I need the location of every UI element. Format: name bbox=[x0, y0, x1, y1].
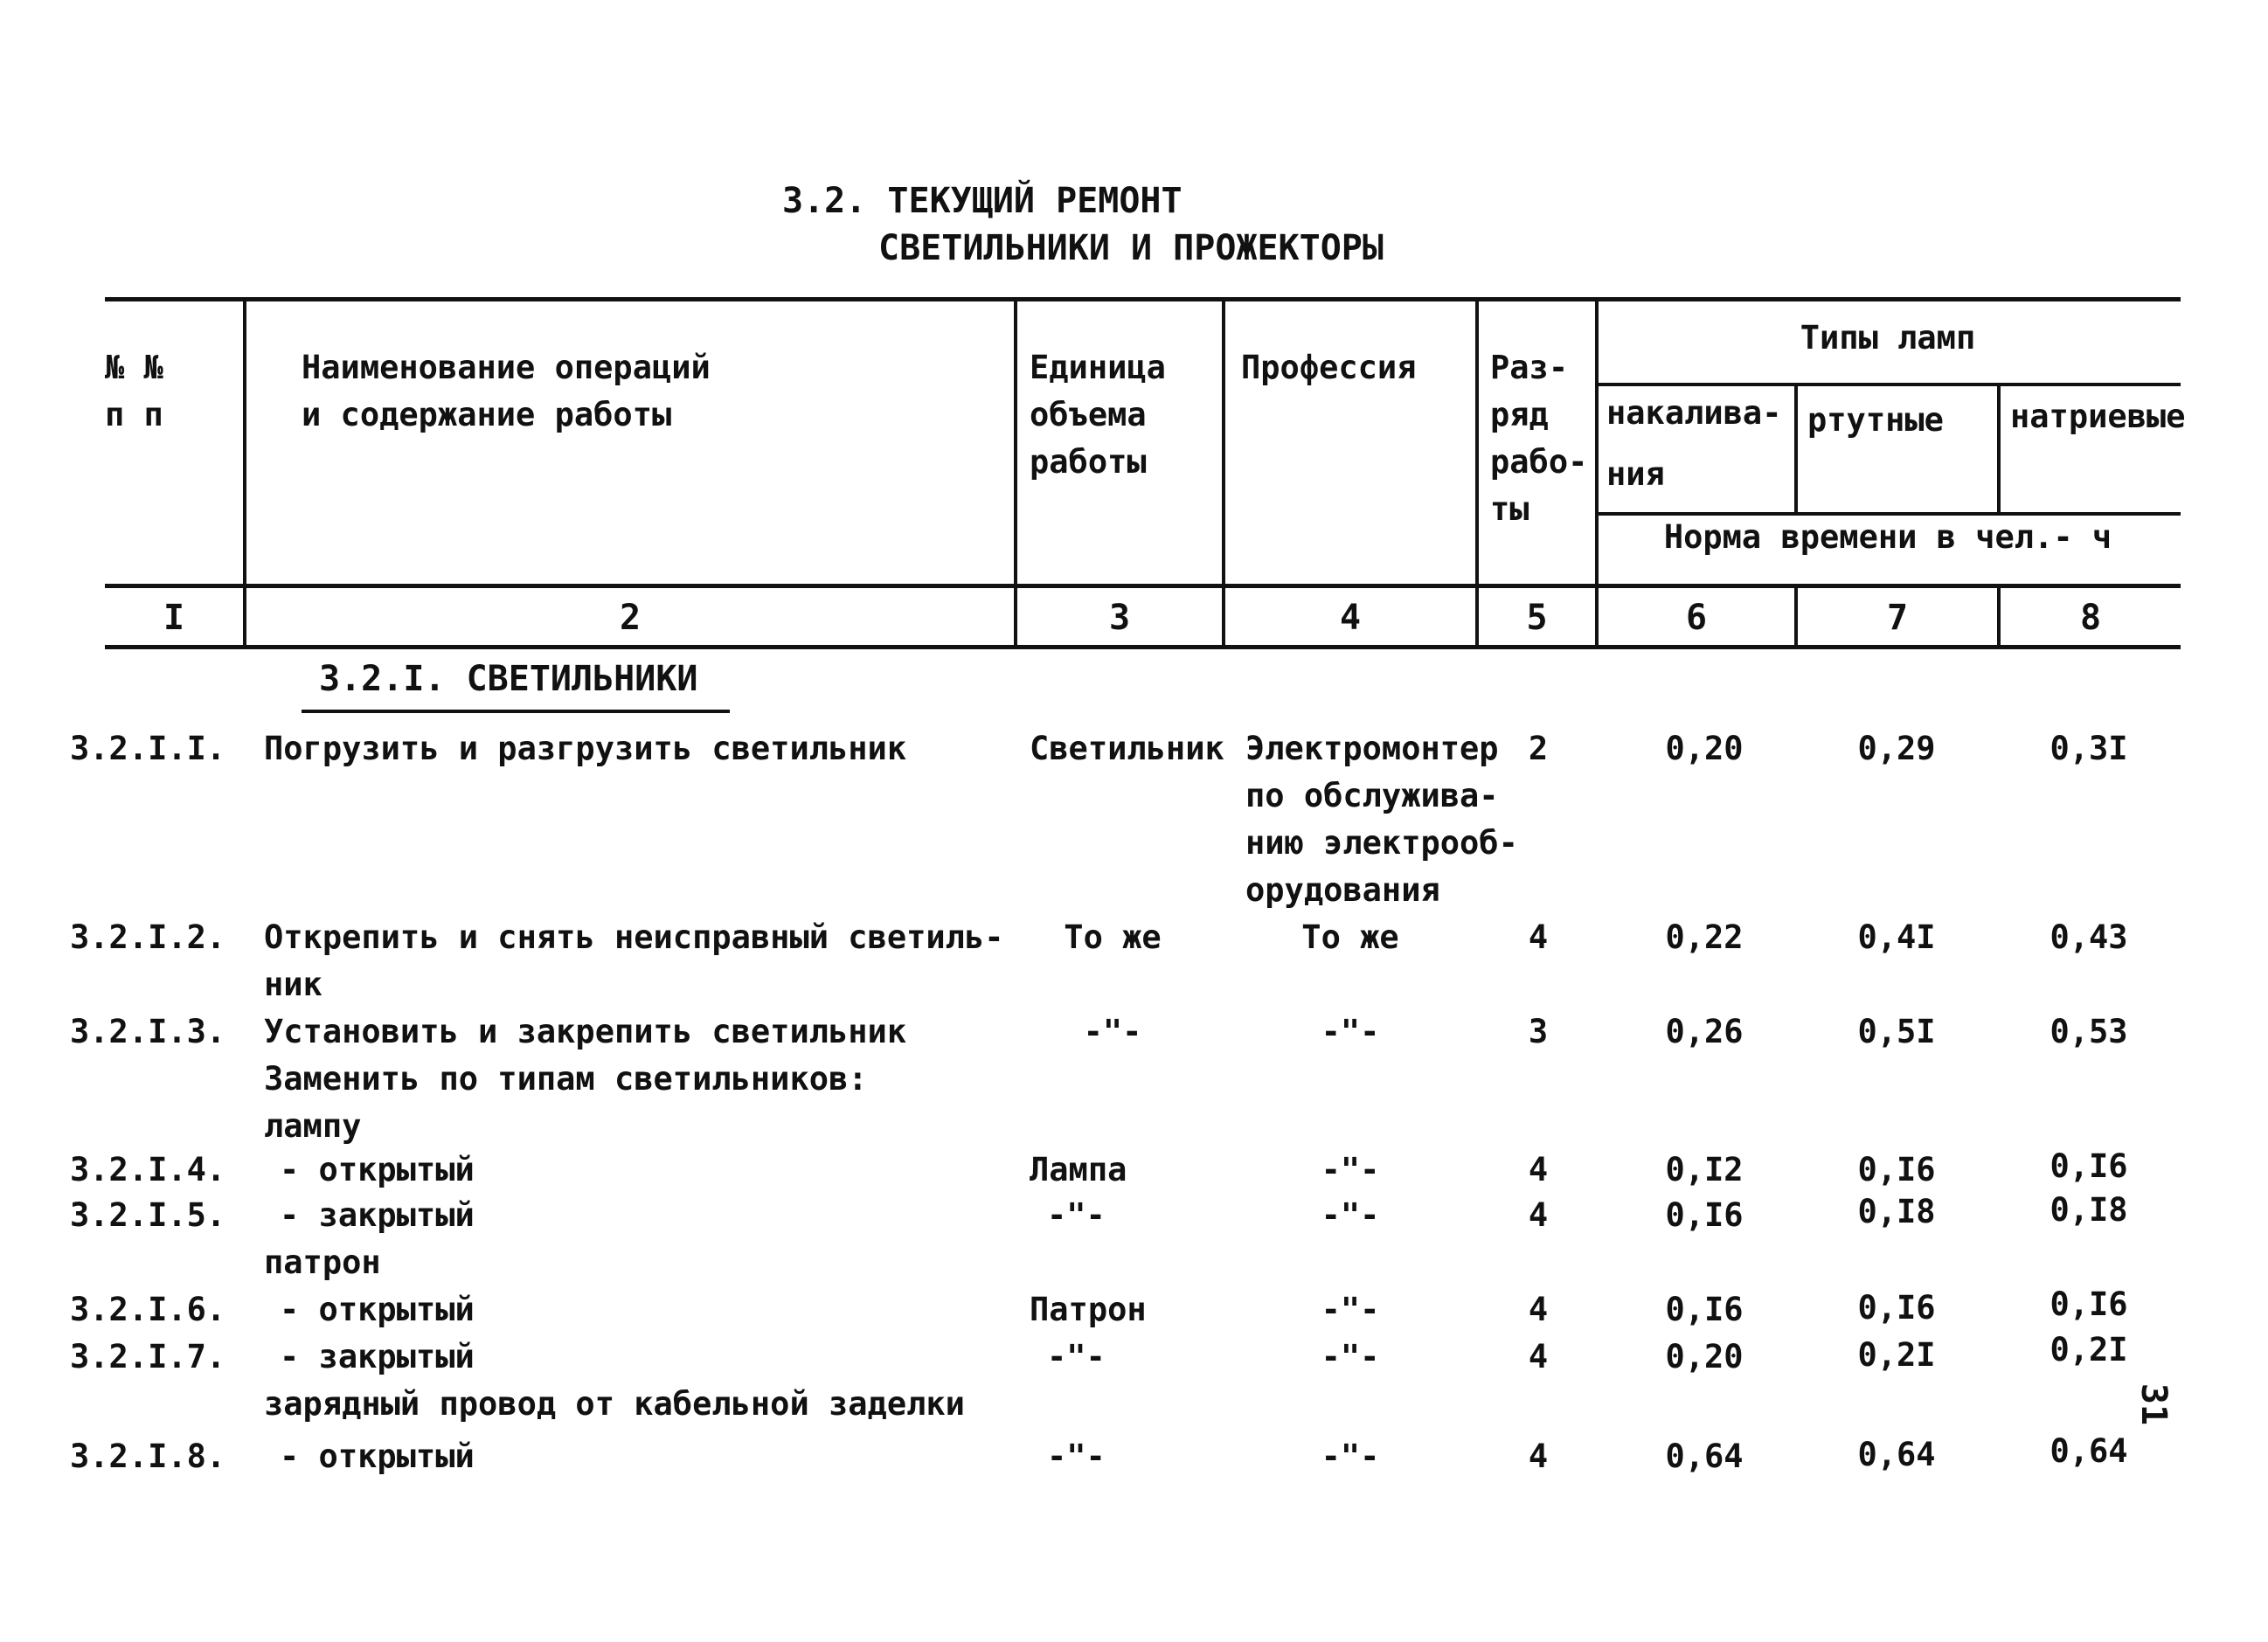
section-heading: 3.2. ТЕКУЩИЙ РЕМОНТ bbox=[782, 181, 1183, 221]
header-lamp-mercury: ртутные bbox=[1807, 401, 1944, 439]
numbers-bottom-rule bbox=[105, 645, 2181, 649]
header-col-profession: Профессия bbox=[1241, 349, 1417, 386]
page-number: 31 bbox=[2133, 1382, 2174, 1426]
table-top-rule bbox=[105, 297, 2181, 301]
lamp-divider-2 bbox=[1997, 383, 2001, 516]
group-heading: патрон bbox=[264, 1244, 381, 1281]
section-title-underline bbox=[302, 710, 730, 713]
header-lamp-types: Типы ламп bbox=[1800, 319, 1976, 357]
header-norm: Норма времени в чел.- ч bbox=[1663, 518, 2112, 556]
section-subheading: СВЕТИЛЬНИКИ И ПРОЖЕКТОРЫ bbox=[878, 228, 1384, 268]
header-lamp-sodium: натриевые bbox=[2010, 398, 2186, 435]
lamp-types-rule bbox=[1595, 383, 2181, 386]
section-title: 3.2.I. СВЕТИЛЬНИКИ bbox=[319, 659, 698, 699]
lamp-divider-1 bbox=[1794, 383, 1798, 516]
header-bottom-rule bbox=[105, 584, 2181, 588]
group-heading: зарядный провод от кабельной заделки bbox=[264, 1385, 965, 1423]
